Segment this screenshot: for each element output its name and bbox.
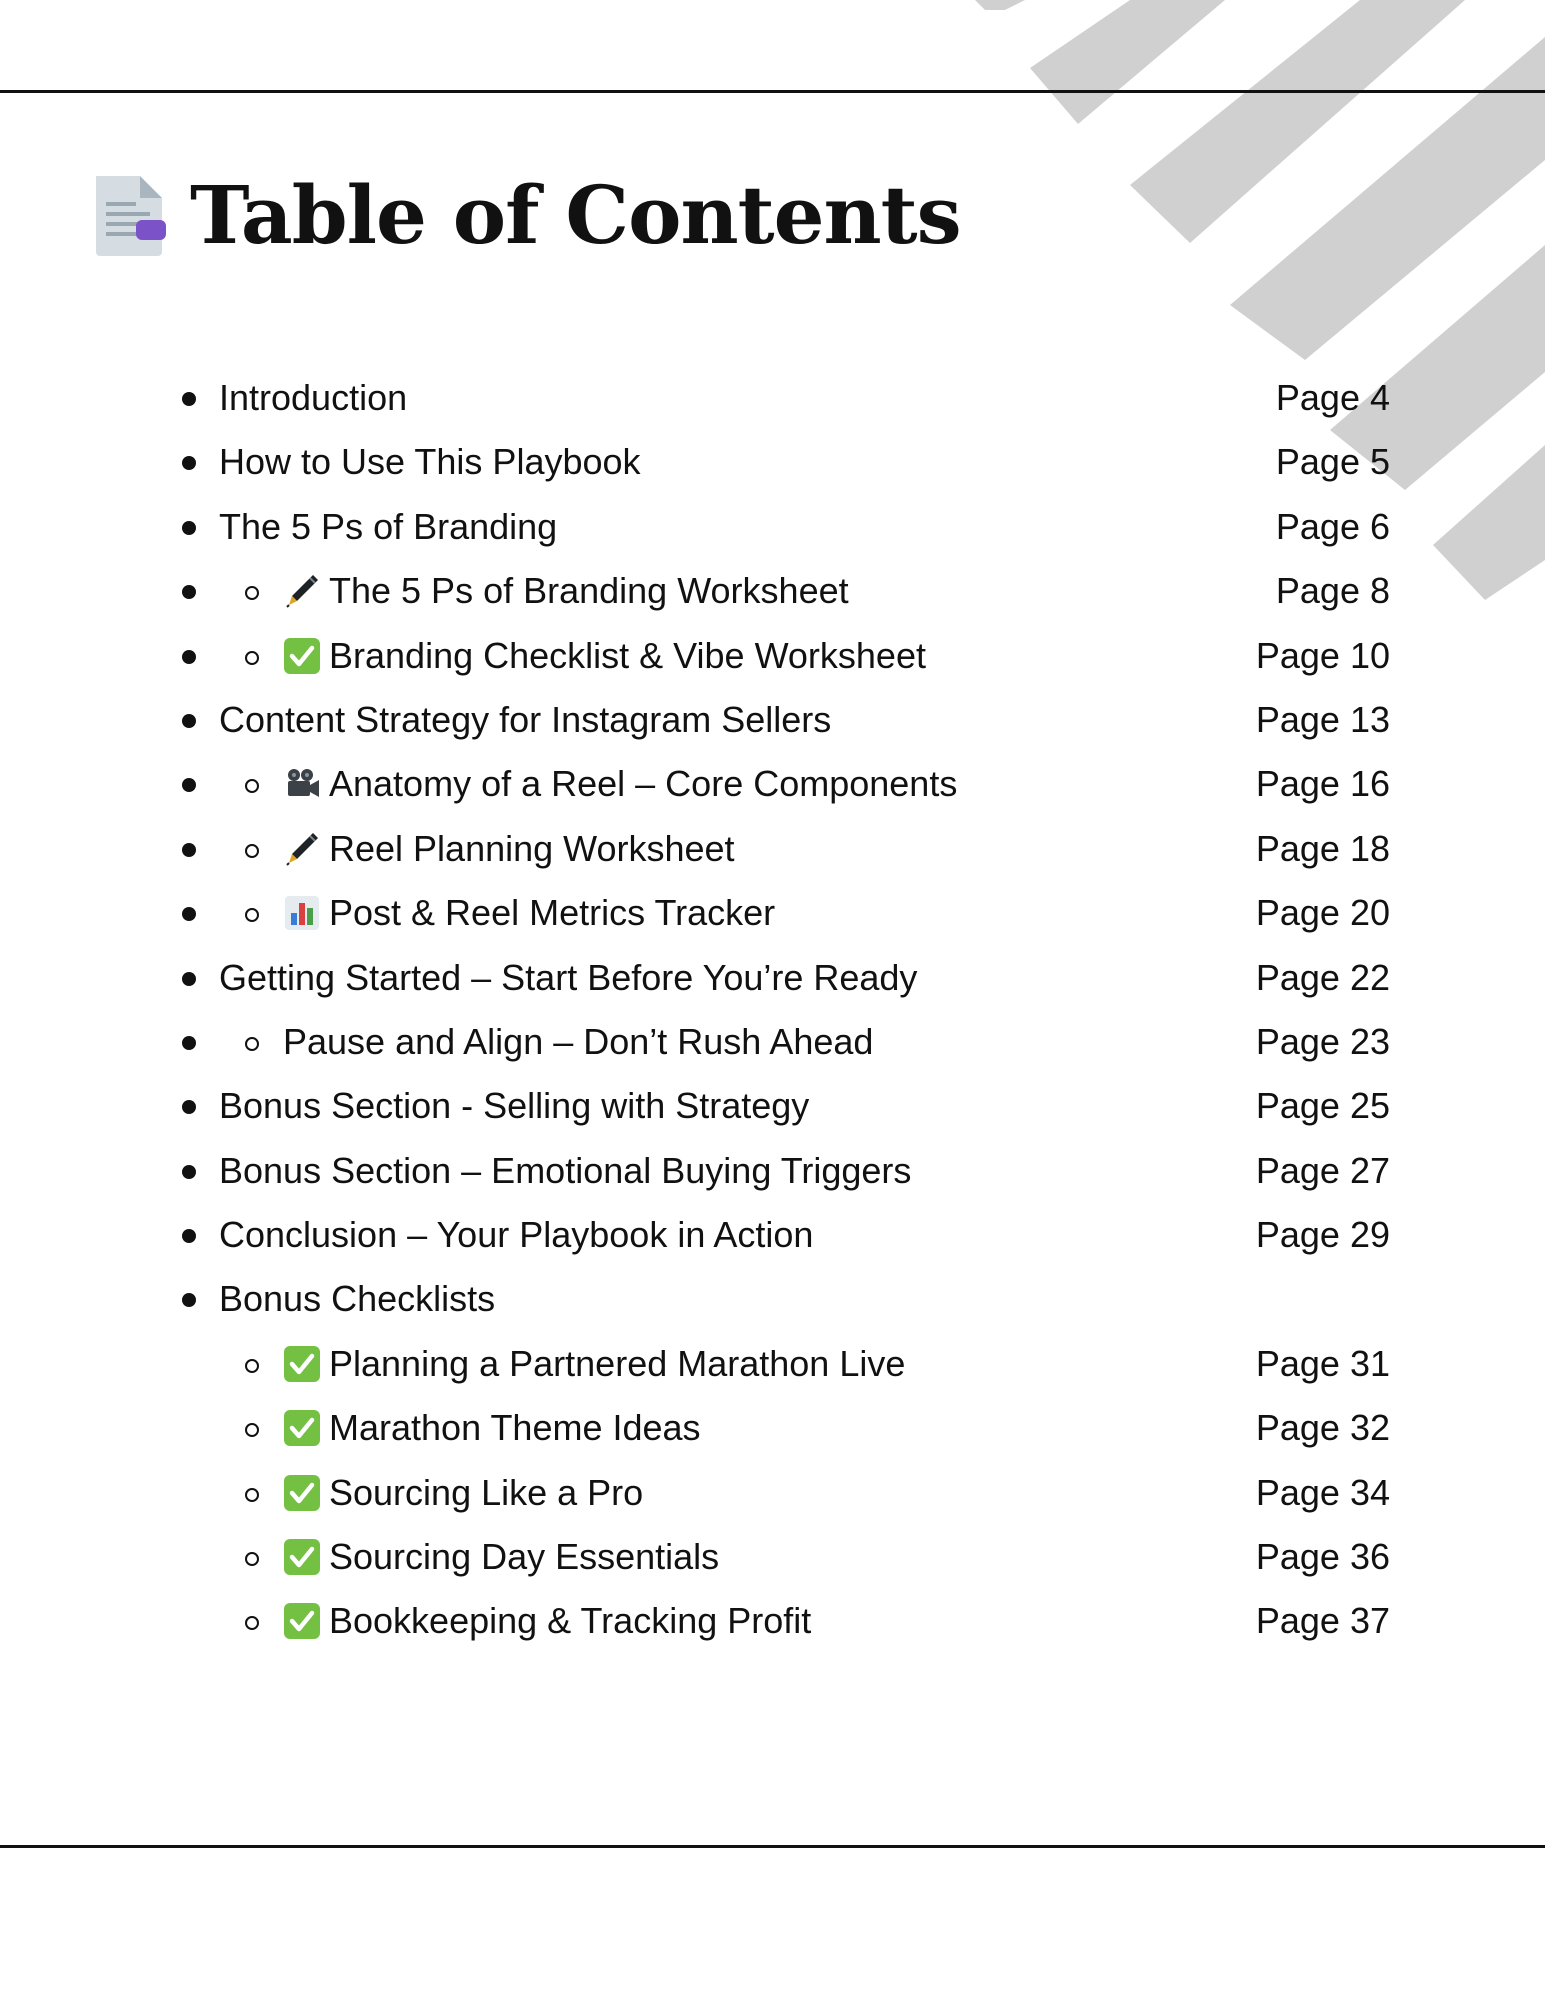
toc-entry-text <box>219 505 557 549</box>
toc-entry <box>0 495 1545 559</box>
title-row <box>92 160 961 270</box>
check-icon <box>283 1409 321 1447</box>
toc-entry <box>0 1139 1545 1203</box>
sub-bullet-icon <box>245 779 259 793</box>
toc-entry <box>0 1267 1545 1331</box>
toc-entry-text <box>219 956 917 1000</box>
sub-bullet-icon <box>245 908 259 922</box>
toc-entry-page: Page 36 <box>1255 1536 1390 1578</box>
toc-entry <box>0 1589 1545 1653</box>
bullet-icon <box>182 972 196 986</box>
toc-entry-label: Branding Checklist & Vibe Worksheet <box>329 634 926 676</box>
toc-entry <box>0 1010 1545 1074</box>
toc-entry <box>0 1461 1545 1525</box>
toc-entry <box>0 688 1545 752</box>
toc-entry-label: The 5 Ps of Branding <box>219 505 558 547</box>
toc-entry-text <box>283 1535 719 1579</box>
toc-entry-label: Pause and Align – Don’t Rush Ahead <box>283 1020 874 1062</box>
toc-entry <box>0 1525 1545 1589</box>
toc-entry-label: Conclusion – Your Playbook in Action <box>219 1214 814 1256</box>
toc-entry-text <box>219 1084 809 1128</box>
toc-entry-text <box>219 1149 911 1193</box>
toc-entry-text <box>219 376 407 420</box>
bullet-icon <box>182 1293 196 1307</box>
pen-icon <box>283 572 321 610</box>
bullet-icon <box>182 456 196 470</box>
check-icon <box>283 1345 321 1383</box>
bullet-icon <box>182 778 196 792</box>
toc-entry-label: Bonus Checklists <box>219 1278 496 1320</box>
bullet-icon <box>182 1100 196 1114</box>
toc-entry-page: Page 10 <box>1255 634 1390 676</box>
toc-list <box>0 366 1545 1654</box>
stripe-1 <box>975 0 1025 10</box>
toc-entry-page: Page 37 <box>1255 1600 1390 1642</box>
toc-entry-label: Reel Planning Worksheet <box>329 827 735 869</box>
toc-entry <box>0 366 1545 430</box>
toc-entry-label: Bonus Section – Emotional Buying Triggers <box>219 1149 912 1191</box>
toc-entry-page: Page 34 <box>1255 1471 1390 1513</box>
bullet-icon <box>182 1036 196 1050</box>
sub-bullet-icon <box>245 1037 259 1051</box>
sub-bullet-icon <box>245 651 259 665</box>
page-title: Table of Contents <box>190 168 961 262</box>
toc-entry-text <box>219 440 641 484</box>
toc-entry-page: Page 16 <box>1255 763 1390 805</box>
toc-entry-page: Page 13 <box>1255 698 1390 740</box>
toc-entry-page: Page 23 <box>1255 1020 1390 1062</box>
toc-entry-page: Page 5 <box>1275 441 1390 483</box>
toc-entry-label: Introduction <box>219 377 408 418</box>
toc-entry-text <box>283 827 735 871</box>
toc-entry-label: Getting Started – Start Before You’re Ready <box>219 956 918 998</box>
toc-entry <box>0 881 1545 945</box>
sub-bullet-icon <box>245 1616 259 1630</box>
toc-entry <box>0 1074 1545 1138</box>
bullet-icon <box>182 907 196 921</box>
pen-icon <box>283 830 321 868</box>
toc-entry-page: Page 22 <box>1255 956 1390 998</box>
toc-entry-page: Page 18 <box>1255 827 1390 869</box>
toc-entry-page: Page 27 <box>1255 1149 1390 1191</box>
toc-entry-label: Anatomy of a Reel – Core Components <box>329 763 958 805</box>
check-icon <box>283 1538 321 1576</box>
toc-entry <box>0 1332 1545 1396</box>
sub-bullet-icon <box>245 1423 259 1437</box>
toc-entry-text <box>283 891 775 935</box>
stripe-2 <box>1030 0 1225 124</box>
toc-entry-text <box>283 1599 811 1643</box>
toc-entry-label: Bonus Section - Selling with Strategy <box>219 1085 810 1127</box>
toc-entry-label: Bookkeeping & Tracking Profit <box>329 1600 812 1642</box>
toc-entry-page: Page 31 <box>1255 1342 1390 1384</box>
toc-entry <box>0 817 1545 881</box>
toc-entry-page: Page 25 <box>1255 1085 1390 1127</box>
bullet-icon <box>182 1229 196 1243</box>
document-icon <box>92 172 172 258</box>
sub-bullet-icon <box>245 1552 259 1566</box>
toc-entry-page: Page 32 <box>1255 1407 1390 1449</box>
sub-bullet-icon <box>245 586 259 600</box>
top-rule <box>0 90 1545 93</box>
toc-entry <box>0 430 1545 494</box>
toc-entry-text <box>283 1342 905 1386</box>
toc-entry-page: Page 6 <box>1275 505 1390 547</box>
toc-entry <box>0 946 1545 1010</box>
bullet-icon <box>182 392 196 406</box>
toc-entry-label: Planning a Partnered Marathon Live <box>329 1342 906 1384</box>
toc-entry <box>0 559 1545 623</box>
toc-entry <box>0 624 1545 688</box>
toc-entry <box>0 752 1545 816</box>
toc-entry-label: Content Strategy for Instagram Sellers <box>219 698 832 740</box>
sub-bullet-icon <box>245 844 259 858</box>
toc-entry <box>0 1203 1545 1267</box>
check-icon <box>283 637 321 675</box>
toc-entry-text <box>219 1213 813 1257</box>
toc-entry-label: Sourcing Day Essentials <box>329 1536 720 1578</box>
toc-entry-label: Marathon Theme Ideas <box>329 1407 701 1449</box>
check-icon <box>283 1602 321 1640</box>
bullet-icon <box>182 843 196 857</box>
toc-entry-text <box>283 762 957 806</box>
bullet-icon <box>182 521 196 535</box>
camera-icon <box>283 765 321 803</box>
check-icon <box>283 1474 321 1512</box>
toc-entry-text <box>283 1471 643 1515</box>
toc-entry-label: Sourcing Like a Pro <box>329 1471 644 1513</box>
sub-bullet-icon <box>245 1359 259 1373</box>
bullet-icon <box>182 585 196 599</box>
toc-entry-text <box>219 698 831 742</box>
sub-bullet-icon <box>245 1488 259 1502</box>
toc-entry-label: The 5 Ps of Branding Worksheet <box>329 570 849 612</box>
toc-entry-page: Page 20 <box>1255 892 1390 934</box>
toc-entry-label: How to Use This Playbook <box>219 441 641 483</box>
bullet-icon <box>182 714 196 728</box>
bullet-icon <box>182 1165 196 1179</box>
toc-entry-label: Post & Reel Metrics Tracker <box>329 892 776 934</box>
toc-entry-page: Page 4 <box>1275 377 1390 418</box>
toc-entry-text <box>283 1406 701 1450</box>
toc-entry-text <box>219 1277 495 1321</box>
toc-entry-page: Page 29 <box>1255 1214 1390 1256</box>
toc-entry-text <box>283 569 849 613</box>
bullet-icon <box>182 650 196 664</box>
bar-chart-icon <box>283 894 321 932</box>
bottom-rule <box>0 1845 1545 1848</box>
toc-entry-text <box>283 634 926 678</box>
toc-entry-text <box>283 1020 873 1064</box>
toc-entry-page: Page 8 <box>1275 570 1390 612</box>
toc-entry <box>0 1396 1545 1460</box>
